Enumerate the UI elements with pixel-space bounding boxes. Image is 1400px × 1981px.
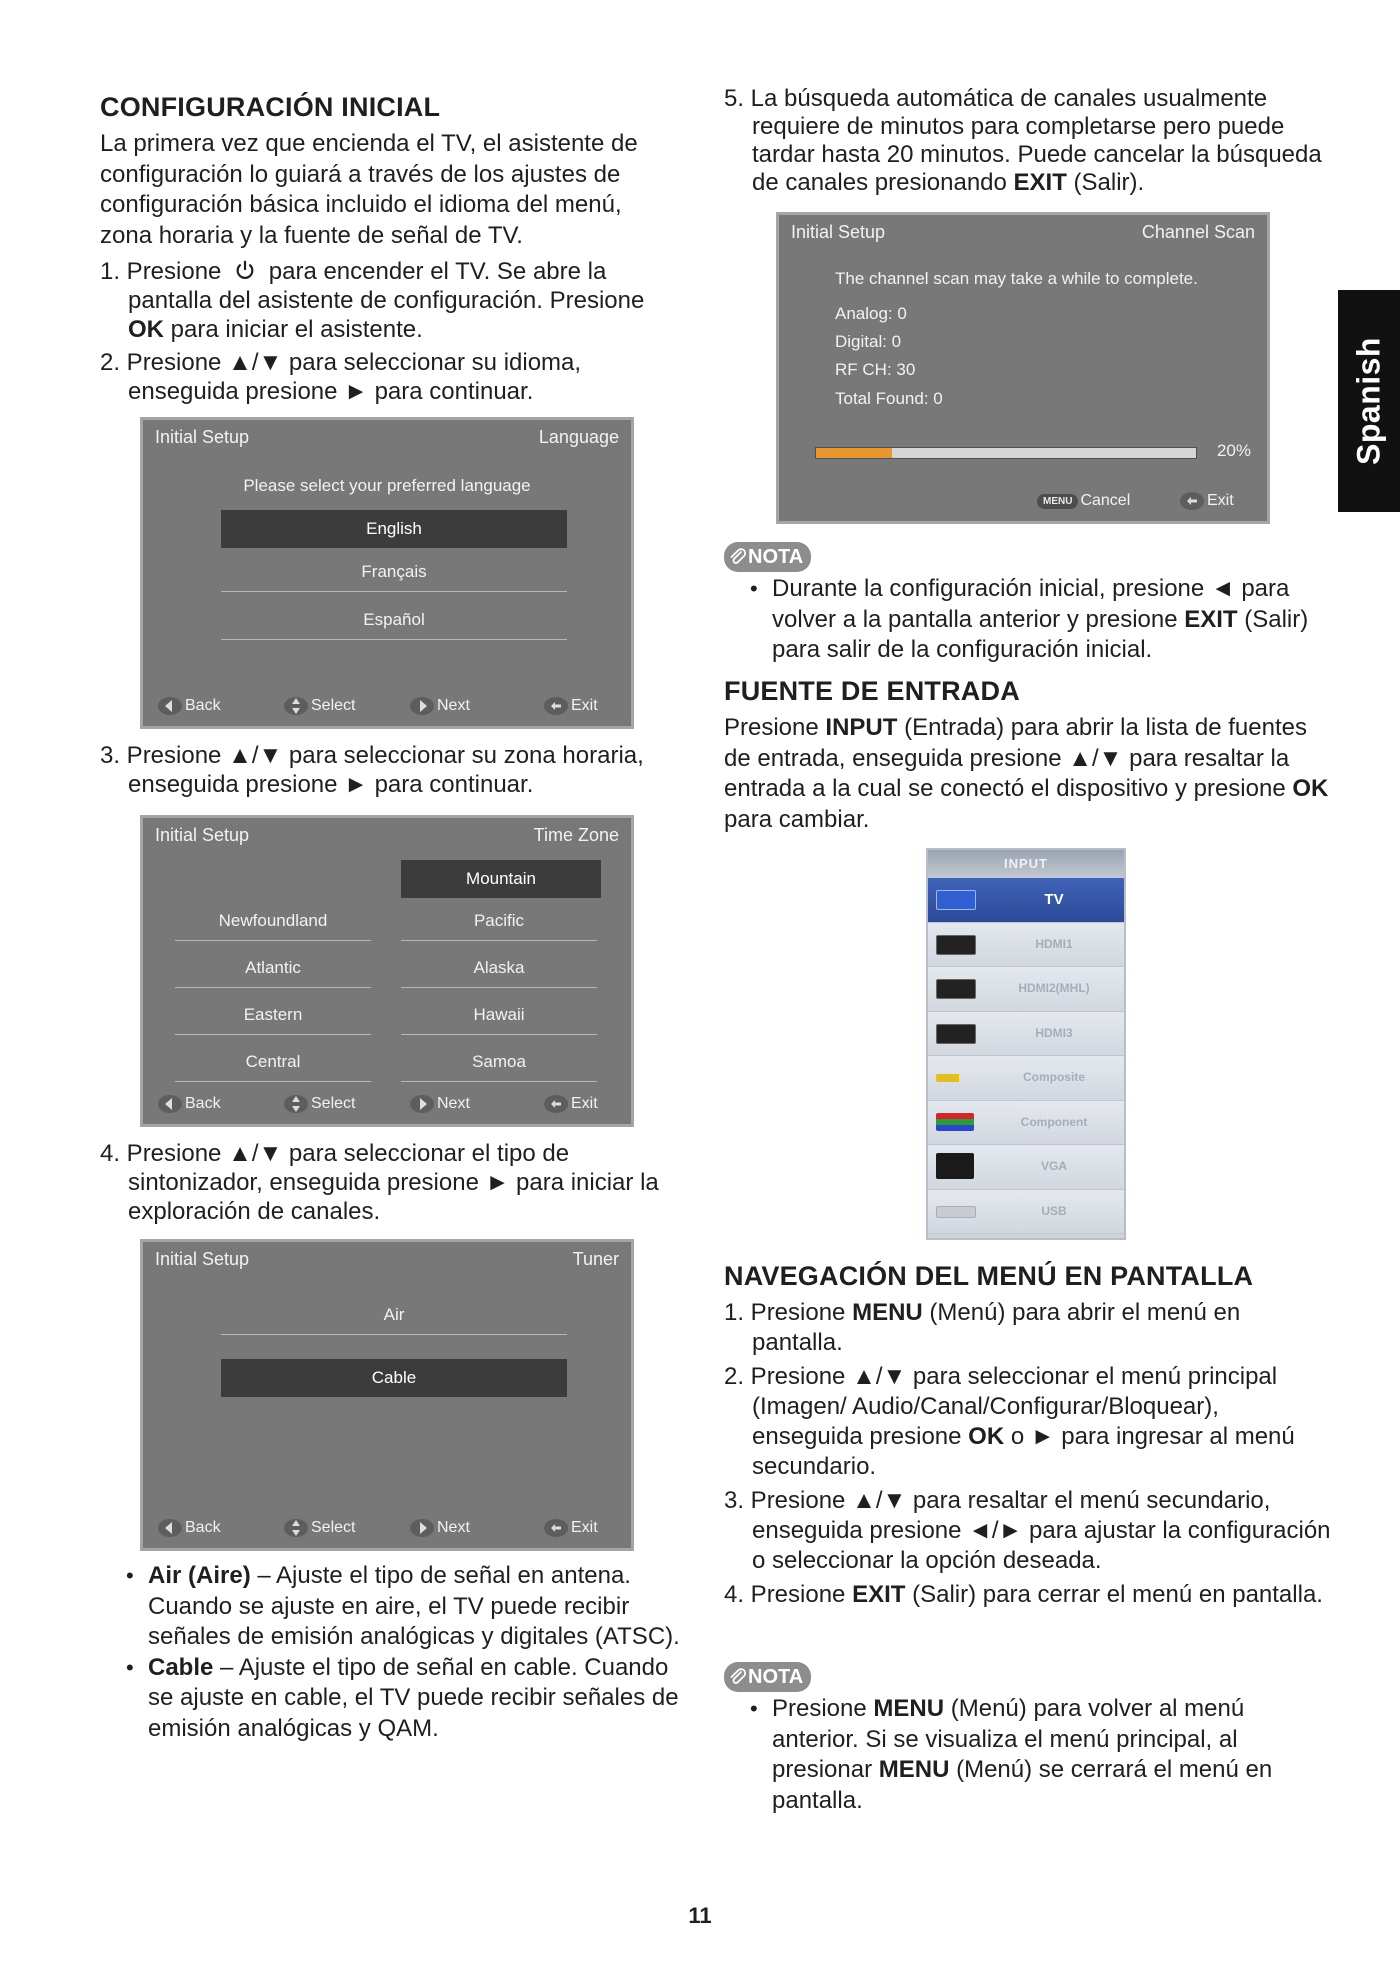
nav-step-2: 2. Presione ▲/▼ para seleccionar el menú principal (Imagen/ Audio/Canal/Configurar/Bloquear), enseguida presione OK o ► para ingresar al menú secundario.: [724, 1363, 1295, 1480]
step-5-block: [724, 85, 1324, 201]
input-panel-title: INPUT: [928, 850, 1124, 878]
screen-section: Tuner: [572, 1249, 619, 1269]
footer-next[interactable]: Next: [409, 1094, 470, 1114]
footer-select[interactable]: Select: [283, 1094, 355, 1114]
footer-exit[interactable]: Exit: [543, 696, 598, 716]
scan-total: Total Found: 0: [835, 389, 943, 408]
nav-step-1: 1. Presione MENU (Menú) para abrir el menú en pantalla.: [724, 1299, 1241, 1356]
step-2: 2. Presione ▲/▼ para seleccionar su idioma, enseguida presione ► para continuar.: [100, 349, 582, 405]
input-item-hdmi3[interactable]: HDMI3: [928, 1012, 1124, 1057]
screen-section: Time Zone: [533, 825, 619, 845]
timezone-option-alaska[interactable]: Alaska: [401, 949, 597, 988]
channel-scan-screen: [776, 212, 1270, 524]
screen-footer: [143, 1518, 631, 1542]
note-2-text: • Presione MENU (Menú) para volver al menú anterior. Si se visualiza el menú principal, al presionar MENU (Menú) se cerrará el menú en pantalla.: [724, 1694, 1334, 1816]
scan-cancel[interactable]: MENU Cancel: [1037, 492, 1130, 510]
nav-section: [724, 1261, 1334, 1614]
paperclip-icon: [728, 1667, 748, 1687]
next-icon: [409, 1518, 435, 1538]
scan-progress-bar: [815, 447, 1197, 459]
screen-section: Channel Scan: [1141, 222, 1255, 242]
footer-select[interactable]: Select: [283, 696, 355, 716]
scan-analog: Analog: 0: [835, 304, 907, 323]
timezone-option-samoa[interactable]: Samoa: [401, 1043, 597, 1082]
updown-icon: [283, 1094, 309, 1114]
usb-icon: [936, 1206, 976, 1218]
language-option-french[interactable]: Français: [221, 553, 567, 592]
fuente-paragraph: Presione INPUT (Entrada) para abrir la lista de fuentes de entrada, enseguida presione ▲/▼ para resaltar la entrada a la cual se conectó el dispositivo y presione OK para cambiar.: [724, 714, 1329, 833]
input-item-hdmi2[interactable]: HDMI2(MHL): [928, 967, 1124, 1012]
step-5: 5. La búsqueda automática de canales usualmente requiere de minutos para completarse pero puede tardar hasta 20 minutos. Puede cancelar la búsqueda de canales presionando EXIT (Salir).: [724, 85, 1322, 196]
left-column: [100, 92, 680, 410]
nav-step-3: 3. Presione ▲/▼ para resaltar el menú secundario, enseguida presione ◄/► para ajustar la configuración o seleccionar la opción deseada.: [724, 1487, 1331, 1574]
language-prompt: Please select your preferred language: [243, 476, 531, 495]
footer-exit[interactable]: Exit: [543, 1518, 598, 1538]
language-option-english[interactable]: English: [221, 510, 567, 548]
language-screen: [140, 417, 634, 729]
note-1-text: • Durante la configuración inicial, presione ◄ para volver a la pantalla anterior y presione EXIT (Salir) para salir de la configuración inicial.: [724, 574, 1334, 666]
bullet-cable: • Cable – Ajuste el tipo de señal en cable. Cuando se ajuste en cable, el TV puede recibir señales de emisión analógicas y QAM.: [100, 1653, 680, 1745]
footer-back[interactable]: Back: [157, 1518, 221, 1538]
step-3-block: [100, 741, 680, 803]
screen-section: Language: [538, 427, 619, 447]
tuner-bullets: [100, 1561, 680, 1744]
tuner-option-air[interactable]: Air: [221, 1296, 567, 1335]
note-1: [724, 542, 1334, 666]
timezone-option-eastern[interactable]: Eastern: [175, 996, 371, 1035]
composite-cable-icon: [936, 1074, 974, 1082]
footer-next[interactable]: Next: [409, 696, 470, 716]
heading-configuracion: CONFIGURACIÓN INICIAL: [100, 92, 441, 122]
footer-back[interactable]: Back: [157, 696, 221, 716]
input-item-vga[interactable]: VGA: [928, 1145, 1124, 1190]
screen-title: Initial Setup: [791, 222, 886, 242]
return-icon: [1179, 491, 1205, 511]
input-item-tv[interactable]: TV: [928, 878, 1124, 923]
side-tab-label: Spanish: [1350, 337, 1387, 465]
menu-key-icon: MENU: [1037, 494, 1078, 509]
footer-select[interactable]: Select: [283, 1518, 355, 1538]
page-number: 11: [688, 1903, 712, 1928]
nav-step-4: 4. Presione EXIT (Salir) para cerrar el menú en pantalla.: [724, 1581, 1323, 1608]
fuente-section: [724, 676, 1334, 835]
updown-icon: [283, 1518, 309, 1538]
hdmi-icon: [936, 935, 976, 955]
timezone-option-central[interactable]: Central: [175, 1043, 371, 1082]
back-icon: [157, 696, 183, 716]
heading-navegacion: NAVEGACIÓN DEL MENÚ EN PANTALLA: [724, 1261, 1254, 1291]
note-badge: NOTA: [724, 1662, 811, 1692]
component-cable-icon: [936, 1113, 974, 1131]
next-icon: [409, 1094, 435, 1114]
language-side-tab: [1338, 290, 1400, 512]
return-icon: [543, 696, 569, 716]
step-3: 3. Presione ▲/▼ para seleccionar su zona horaria, enseguida presione ► para continuar.: [100, 742, 644, 798]
return-icon: [543, 1094, 569, 1114]
input-source-panel: [926, 848, 1126, 1240]
language-option-spanish[interactable]: Español: [221, 601, 567, 640]
vga-connector-icon: [936, 1153, 974, 1179]
intro-paragraph: La primera vez que encienda el TV, el asistente de configuración lo guiará a través de los ajustes de configuración básica incluido el idioma del menú, zona horaria y la fuente de señal de TV.: [100, 130, 638, 249]
back-icon: [157, 1094, 183, 1114]
tv-icon: [936, 890, 976, 910]
scan-progress-label: 20%: [1216, 441, 1251, 460]
footer-exit[interactable]: Exit: [543, 1094, 598, 1114]
tuner-screen: [140, 1239, 634, 1551]
updown-icon: [283, 696, 309, 716]
timezone-option-newfoundland[interactable]: Newfoundland: [175, 902, 371, 941]
input-item-usb[interactable]: USB: [928, 1190, 1124, 1235]
tuner-option-cable[interactable]: Cable: [221, 1359, 567, 1397]
scan-message: The channel scan may take a while to complete.: [835, 269, 1198, 288]
step-1: 1. Presione para encender el TV. Se abre la pantalla del asistente de configuración. Presione OK para iniciar el asistente.: [100, 258, 645, 343]
screen-footer: [143, 1094, 631, 1118]
back-icon: [157, 1518, 183, 1538]
next-icon: [409, 696, 435, 716]
step-4-block: [100, 1139, 690, 1230]
scan-exit[interactable]: Exit: [1179, 491, 1234, 511]
heading-fuente: FUENTE DE ENTRADA: [724, 676, 1020, 706]
bullet-air: • Air (Aire) – Ajuste el tipo de señal en antena. Cuando se ajuste en aire, el TV puede recibir señales de emisión analógicas y digitales (ATSC).: [100, 1561, 680, 1653]
screen-title: Initial Setup: [155, 1249, 250, 1269]
timezone-option-mountain[interactable]: Mountain: [401, 860, 601, 898]
step-4: 4. Presione ▲/▼ para seleccionar el tipo de sintonizador, enseguida presione ► para iniciar la exploración de canales.: [100, 1140, 659, 1225]
return-icon: [543, 1518, 569, 1538]
paperclip-icon: [728, 547, 748, 567]
timezone-option-pacific[interactable]: Pacific: [401, 902, 597, 941]
input-item-hdmi1[interactable]: HDMI1: [928, 923, 1124, 968]
hdmi-icon: [936, 979, 976, 999]
input-item-component[interactable]: Component: [928, 1101, 1124, 1146]
footer-back[interactable]: Back: [157, 1094, 221, 1114]
timezone-option-hawaii[interactable]: Hawaii: [401, 996, 597, 1035]
power-icon: [234, 259, 256, 281]
hdmi-icon: [936, 1024, 976, 1044]
note-badge: NOTA: [724, 542, 811, 572]
note-2: [724, 1662, 1334, 1816]
timezone-screen: [140, 815, 634, 1127]
screen-footer: [143, 696, 631, 720]
scan-rfch: RF CH: 30: [835, 360, 916, 379]
input-item-composite[interactable]: Composite: [928, 1056, 1124, 1101]
footer-next[interactable]: Next: [409, 1518, 470, 1538]
screen-title: Initial Setup: [155, 427, 250, 447]
scan-digital: Digital: 0: [835, 332, 902, 351]
screen-title: Initial Setup: [155, 825, 250, 845]
timezone-option-atlantic[interactable]: Atlantic: [175, 949, 371, 988]
scan-progress-fill: [816, 448, 892, 458]
